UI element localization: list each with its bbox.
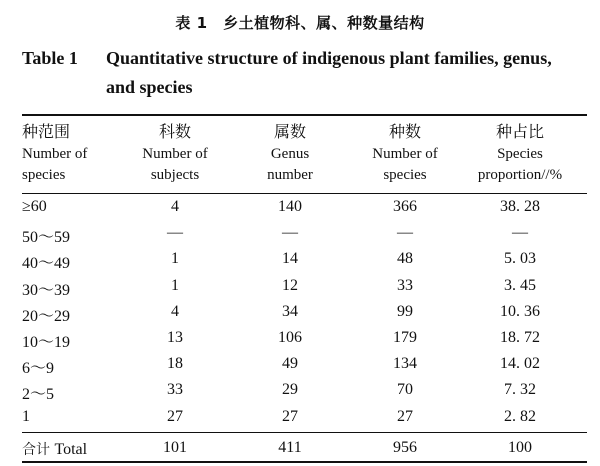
species-cell: — [397, 224, 413, 242]
header-families [120, 120, 230, 186]
table-caption-continued: and species [106, 77, 193, 97]
header-cn: 科数 [158, 122, 191, 141]
header-cn: 种占比 [495, 122, 544, 141]
families-cell: 13 [167, 328, 183, 346]
header-en-line1: Genus [270, 146, 310, 162]
genera-cell: 49 [282, 355, 298, 373]
table-row [22, 353, 587, 379]
families-cell: 4 [171, 302, 179, 320]
header-en-line1: Number of [372, 146, 438, 162]
header-en-line1: Number of [142, 146, 208, 162]
proportion-cell: 3. 45 [504, 276, 536, 294]
table-row [22, 275, 587, 301]
species-cell: 366 [393, 198, 417, 215]
total-genera-cell: 411 [278, 439, 302, 456]
genera-cell: 27 [282, 407, 298, 425]
proportion-cell: 14. 02 [500, 355, 540, 373]
families-cell: 1 [171, 276, 179, 294]
genera-cell: 29 [282, 381, 298, 399]
header-en-line2: proportion//% [477, 167, 563, 183]
table-label: Table 1 [22, 48, 78, 68]
table-row [22, 222, 587, 248]
table-title-english [22, 44, 592, 102]
header-rule [22, 193, 587, 194]
header-species-proportion [465, 120, 575, 186]
header-en-line2: species [22, 167, 66, 183]
proportion-cell: — [512, 224, 528, 242]
table-title-chinese: 表 1 乡土植物科、属、种数量结构 [175, 14, 425, 32]
proportion-cell: 7. 32 [504, 381, 536, 399]
species-cell: 70 [397, 381, 413, 399]
proportion-cell: 38. 28 [500, 198, 540, 215]
families-cell: 1 [171, 250, 179, 268]
total-label-en: Total [54, 441, 88, 458]
species-cell: 27 [397, 407, 413, 425]
header-cn: 属数 [273, 122, 306, 141]
species-cell: 134 [393, 355, 417, 373]
table-row [22, 301, 587, 327]
families-cell: 27 [167, 407, 183, 425]
range-cell: 30～39 [22, 281, 71, 299]
proportion-cell: 10. 36 [500, 302, 540, 320]
table-row [22, 327, 587, 353]
proportion-cell: 2. 82 [504, 407, 536, 425]
total-proportion-cell: 100 [508, 439, 532, 456]
header-cn: 种范围 [22, 122, 71, 141]
total-label [22, 439, 87, 459]
genera-cell: 140 [278, 198, 302, 215]
proportion-cell: 18. 72 [500, 328, 540, 346]
header-en-line2: subjects [150, 167, 200, 183]
header-species-count [350, 120, 460, 186]
table-caption: Quantitative structure of indigenous plant families, genus, [106, 48, 552, 68]
species-cell: 33 [397, 276, 413, 294]
total-rule [22, 432, 587, 433]
table-row [22, 248, 587, 274]
total-label-cn: 合计 [22, 442, 50, 458]
range-cell: 6～9 [22, 360, 55, 378]
header-en-line1: Number of [22, 146, 88, 162]
genera-cell: 34 [282, 302, 298, 320]
table-row [22, 196, 587, 222]
header-genera [235, 120, 345, 186]
range-cell: 10～19 [22, 333, 71, 351]
range-cell: 20～29 [22, 307, 71, 325]
range-cell: 50～59 [22, 229, 71, 247]
species-cell: 48 [397, 250, 413, 268]
table-row [22, 406, 587, 432]
top-rule [22, 114, 587, 116]
genera-cell: 12 [282, 276, 298, 294]
bottom-rule [22, 461, 587, 463]
proportion-cell: 5. 03 [504, 250, 536, 268]
total-row [22, 437, 587, 461]
header-species-range [22, 120, 132, 186]
genera-cell: 14 [282, 250, 298, 268]
header-en-line2: species [383, 167, 427, 183]
range-cell: ≥60 [22, 198, 47, 215]
total-families-cell: 101 [163, 439, 187, 456]
families-cell: 33 [167, 381, 183, 399]
table-row [22, 379, 587, 405]
table-body [22, 196, 587, 432]
range-cell: 40～49 [22, 255, 71, 273]
header-cn: 种数 [388, 122, 421, 141]
families-cell: 4 [171, 198, 179, 215]
species-cell: 99 [397, 302, 413, 320]
total-species-cell: 956 [393, 439, 417, 456]
families-cell: 18 [167, 355, 183, 373]
range-cell: 1 [22, 407, 30, 425]
genera-cell: 106 [278, 328, 302, 346]
header-en-line1: Species [497, 146, 543, 162]
genera-cell: — [282, 224, 298, 242]
species-cell: 179 [393, 328, 417, 346]
range-cell: 2～5 [22, 386, 55, 404]
header-en-line2: number [267, 167, 313, 183]
families-cell: — [167, 224, 183, 242]
